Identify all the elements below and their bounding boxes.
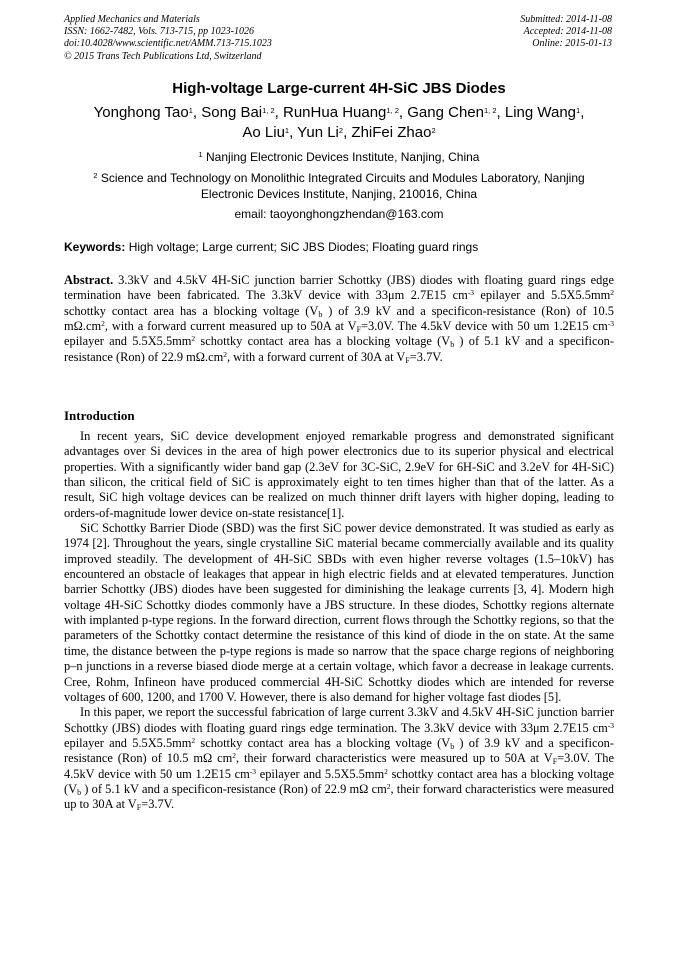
submitted-date: Submitted: 2014-11-08 (520, 14, 612, 25)
affiliation-1: $^1$ Nanjing Electronic Devices Institute, Nanjing, China (198, 150, 480, 164)
author: Ao Liu$^1$ (242, 124, 290, 141)
section-heading-introduction: Introduction (64, 408, 135, 423)
author: ZhiFei Zhao$^2$ (351, 124, 436, 141)
journal-issn: ISSN: 1662-7482, Vols. 713-715, pp 1023-1026 (64, 26, 254, 38)
author-email: email: taoyonghongzhendan@163.com (234, 207, 444, 221)
journal-copyright: © 2015 Trans Tech Publications Ltd, Switzerland (64, 50, 262, 62)
author: Gang Chen$^{1, 2}$ (407, 104, 497, 121)
abstract-label: Abstract. (64, 273, 114, 287)
author: Yun Li$^2$ (297, 124, 344, 141)
accepted-date: Accepted: 2014-11-08 (523, 26, 612, 38)
keywords-label: Keywords: (64, 240, 126, 254)
journal-name: Applied Mechanics and Materials (64, 14, 200, 25)
introduction-body (64, 429, 614, 813)
paragraph: In recent years, SiC device development enjoyed remarkable progress and demonstrated significant advantages over Si devices in the area of high power electronics due to its superior physical and electrical properties. With a significantly wider band gap (2.3eV for 3C-SiC, 2.9eV for 6H-SiC and 3.2eV for 4H-SiC) than silicon, the critical field of SiC is approximately eight to ten times higher than that of the latter. As a result, SiC high voltage devices can be realized on much thinner drift layers with higher doping, leading to orders-of-magnitude lower device on-state resistance[1]. (64, 429, 614, 520)
journal-doi: doi:10.4028/www.scientific.net/AMM.713-715.1023 (64, 38, 272, 50)
online-date: Online: 2015-01-13 (532, 38, 612, 50)
paper-title: High-voltage Large-current 4H-SiC JBS Diodes (172, 80, 506, 97)
keywords (64, 240, 616, 254)
author: Yonghong Tao$^1$ (93, 104, 193, 121)
abstract (64, 273, 614, 365)
keywords-text: High voltage; Large current; SiC JBS Diodes; Floating guard rings (128, 240, 479, 254)
paragraph: SiC Schottky Barrier Diode (SBD) was the first SiC power device demonstrated. It was studied as early as 1974 [2]. Throughout the years, single crystalline SiC material became commercially available and its quality improved steadily. The development of 4H-SiC SBDs with even higher reverse voltages (1.5–10kV) has encountered an obstacle of leakages that appear in high electric fields and at elevated temperatures. Junction barrier Schottky (JBS) diodes have been suggested for diminishing the leakage currents [3, 4]. Modern high voltage 4H-SiC Schottky diodes commonly have a JBS structure. In these diodes, Schottky regions alternate with implanted p-type regions. In the forward direction, current flows through the Schottky regions, so that the parameters of the Schottky contact determine the resistance of this kind of diode in the on state. At the same time, the distance between the p-type regions is made so narrow that the space charge regions of neighboring p–n junctions in a reverse biased diode merge at a certain voltage, which favor a decrease in leakage currents. Cree, Rohm, Infineon have produced commercial 4H-SiC Schottky diodes which are intended for reverse voltages of 600, 1200, and 1700 V. However, there is also demand for higher voltage fast diodes [5]. (64, 521, 614, 704)
paragraph: In this paper, we report the successful fabrication of large current 3.3kV and 4.5kV 4H-SiC junction barrier Schottky (JBS) diodes with floating guard rings edge termination. The 3.3kV device with 33μm 2.7E15 $cm^{-3}$ epilayer and $5.5X5.5mm^2$ schottky contact area has a blocking voltage ($V_b$ ) of 3.9 kV and a specificon-resistance (Ron) of 10.5 mΩ $cm^2$, their forward characteristics were measured up to 50A at $V_F=3.0V$. The 4.5kV device with 50 um 1.2E15 $cm^{-3}$ epilayer and $5.5X5.5mm^2$ schottky contact area has a blocking voltage ($V_b$ ) of 5.1 kV and a specificon-resistance (Ron) of 22.9 mΩ $cm^2$, their forward characteristics were measured up to 30A at $V_F=3.7V$. (64, 705, 614, 813)
affiliation-2: $^2$ Science and Technology on Monolithic Integrated Circuits and Modules Laboratory, Nanjing Electronic Devices Institute, Nanjing, 210016, China (93, 171, 585, 201)
journal-header (64, 14, 272, 63)
author-list: Yonghong Tao$^1$, Song Bai$^{1, 2}$, RunHua Huang$^{1, 2}$, Gang Chen$^{1, 2}$, Ling Wang$^1$, Ao Liu$^1$, Yun Li$^2$, ZhiFei Zhao$^2$ (93, 104, 585, 141)
abstract-text: 3.3kV and 4.5kV 4H-SiC junction barrier Schottky (JBS) diodes with floating guard rings edge termination have been fabricated. The 3.3kV device with 33μm 2.7E15 $cm^{-3}$ epilayer and $5.5X5.5mm^2$ schottky contact area has a blocking voltage ($V_b$ ) of 3.9 kV and a specificon-resistance (Ron) of 10.5 $m\Omega.cm^2$, with a forward current measured up to 50A at $V_F=3.0V$. The 4.5kV device with 50 um 1.2E15 $cm^{-3}$ epilayer and $5.5X5.5mm^2$ schottky contact area has a blocking voltage ($V_b$ ) of 5.1 kV and a specificon-resistance (Ron) of 22.9 $m\Omega.cm^2$, with a forward current of 30A at $V_F=3.7V$. (64, 273, 614, 365)
dates-header (520, 14, 612, 51)
author: Song Bai$^{1, 2}$ (201, 104, 275, 121)
author: RunHua Huang$^{1, 2}$ (283, 104, 399, 121)
author: Ling Wang$^1$ (504, 104, 581, 121)
